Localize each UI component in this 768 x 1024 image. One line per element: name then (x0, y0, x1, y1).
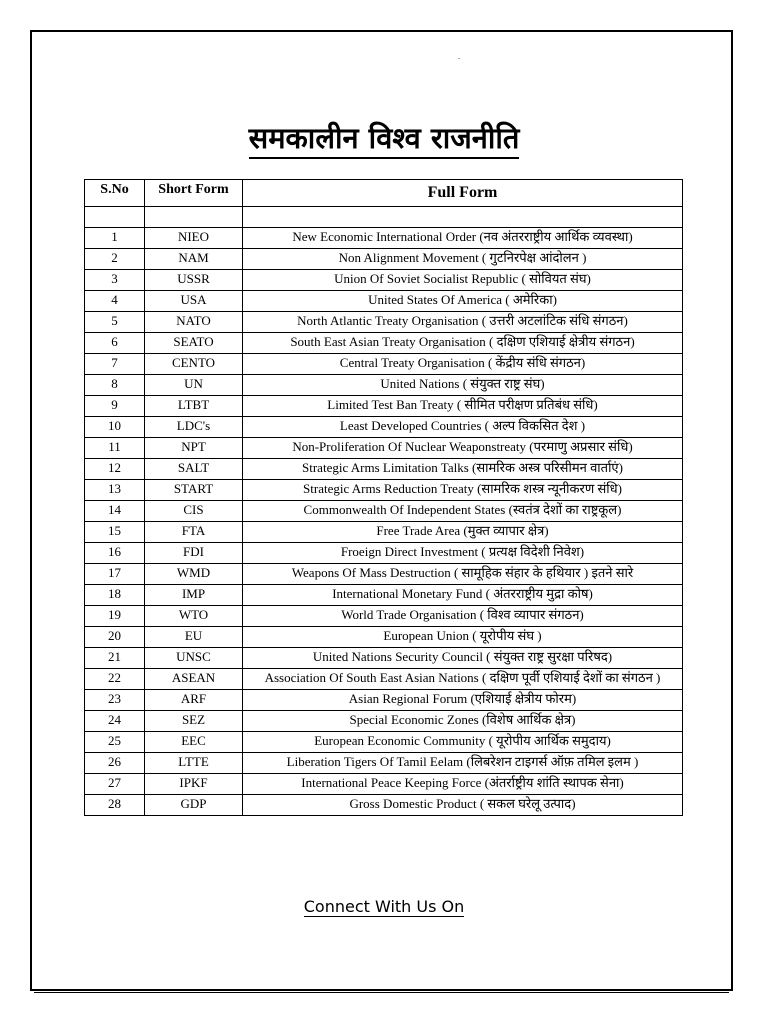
cell-short-form: ARF (145, 690, 243, 711)
cell-full-form: South East Asian Treaty Organisation ( दक्षिण एशियाई क्षेत्रीय संगठन) (243, 333, 683, 354)
cell-sno: 13 (85, 480, 145, 501)
cell-full-form: Limited Test Ban Treaty ( सीमित परीक्षण प्रतिबंध संधि) (243, 396, 683, 417)
page-title (0, 118, 768, 157)
table-row (85, 480, 683, 501)
table-row (85, 459, 683, 480)
cell-short-form: WMD (145, 564, 243, 585)
cell-short-form: FDI (145, 543, 243, 564)
cell-full-form: World Trade Organisation ( विश्व व्यापार संगठन) (243, 606, 683, 627)
cell-full-form: Free Trade Area (मुक्त व्यापार क्षेत्र) (243, 522, 683, 543)
cell-full-form: Froeign Direct Investment ( प्रत्यक्ष विदेशी निवेश) (243, 543, 683, 564)
cell-sno: 10 (85, 417, 145, 438)
table-row (85, 627, 683, 648)
header-sno: S.No (85, 180, 145, 207)
cell-short-form: NATO (145, 312, 243, 333)
cell-full-form: Special Economic Zones (विशेष आर्थिक क्षेत्र) (243, 711, 683, 732)
cell-sno: 14 (85, 501, 145, 522)
cell-full-form: United States Of America ( अमेरिका) (243, 291, 683, 312)
cell-short-form (145, 207, 243, 228)
cell-short-form: LDC's (145, 417, 243, 438)
table-row (85, 270, 683, 291)
cell-sno (85, 207, 145, 228)
table-row (85, 312, 683, 333)
cell-sno: 16 (85, 543, 145, 564)
cell-short-form: EU (145, 627, 243, 648)
table-row (85, 228, 683, 249)
cell-short-form: USA (145, 291, 243, 312)
cell-short-form: IMP (145, 585, 243, 606)
cell-full-form: International Peace Keeping Force (अंतर्राष्ट्रीय शांति स्थापक सेना) (243, 774, 683, 795)
cell-sno: 26 (85, 753, 145, 774)
cell-short-form: EEC (145, 732, 243, 753)
page-title-text: समकालीन विश्व राजनीति (249, 121, 520, 159)
cell-sno: 5 (85, 312, 145, 333)
cell-sno: 18 (85, 585, 145, 606)
cell-full-form: Central Treaty Organisation ( केंद्रीय संधि संगठन) (243, 354, 683, 375)
cell-sno: 7 (85, 354, 145, 375)
table-row (85, 585, 683, 606)
cell-sno: 25 (85, 732, 145, 753)
cell-short-form: NPT (145, 438, 243, 459)
cell-short-form: SEATO (145, 333, 243, 354)
cell-short-form: GDP (145, 795, 243, 816)
cell-short-form: CENTO (145, 354, 243, 375)
cell-sno: 22 (85, 669, 145, 690)
cell-sno: 27 (85, 774, 145, 795)
cell-full-form: Weapons Of Mass Destruction ( सामूहिक संहार के हथियार ) इतने सारे (243, 564, 683, 585)
cell-short-form: LTBT (145, 396, 243, 417)
cell-short-form: IPKF (145, 774, 243, 795)
table-row (85, 564, 683, 585)
table-row (85, 732, 683, 753)
cell-full-form: Strategic Arms Limitation Talks (सामरिक अस्त्र परिसीमन वार्ताएं) (243, 459, 683, 480)
cell-full-form: International Monetary Fund ( अंतरराष्ट्रीय मुद्रा कोष) (243, 585, 683, 606)
cell-short-form: UN (145, 375, 243, 396)
cell-full-form: Commonwealth Of Independent States (स्वतंत्र देशों का राष्ट्रकूल) (243, 501, 683, 522)
cell-sno: 3 (85, 270, 145, 291)
cell-full-form: North Atlantic Treaty Organisation ( उत्तरी अटलांटिक संधि संगठन) (243, 312, 683, 333)
cell-full-form: Liberation Tigers Of Tamil Eelam (लिबरेशन टाइगर्स ऑफ़ तमिल इलम ) (243, 753, 683, 774)
table-row (85, 375, 683, 396)
table-row (85, 606, 683, 627)
table-row (85, 396, 683, 417)
table-row (85, 207, 683, 228)
table-row (85, 774, 683, 795)
cell-full-form: Asian Regional Forum (एशियाई क्षेत्रीय फोरम) (243, 690, 683, 711)
cell-short-form: USSR (145, 270, 243, 291)
cell-full-form: United Nations Security Council ( संयुक्त राष्ट्र सुरक्षा परिषद) (243, 648, 683, 669)
cell-short-form: START (145, 480, 243, 501)
cell-full-form: European Economic Community ( यूरोपीय आर्थिक समुदाय) (243, 732, 683, 753)
cell-short-form: NAM (145, 249, 243, 270)
cell-sno: 8 (85, 375, 145, 396)
cell-full-form: Strategic Arms Reduction Treaty (सामरिक शस्त्र न्यूनीकरण संधि) (243, 480, 683, 501)
table-row (85, 690, 683, 711)
cell-short-form: CIS (145, 501, 243, 522)
table-row (85, 333, 683, 354)
cell-full-form: United Nations ( संयुक्त राष्ट्र संघ) (243, 375, 683, 396)
table-row (85, 669, 683, 690)
cell-short-form: LTTE (145, 753, 243, 774)
header-full-form: Full Form (243, 180, 683, 207)
cell-short-form: SALT (145, 459, 243, 480)
cell-sno: 1 (85, 228, 145, 249)
cell-full-form: Non Alignment Movement ( गुटनिरपेक्ष आंदोलन ) (243, 249, 683, 270)
cell-sno: 17 (85, 564, 145, 585)
cell-sno: 23 (85, 690, 145, 711)
cell-sno: 15 (85, 522, 145, 543)
table-row (85, 543, 683, 564)
cell-full-form: Least Developed Countries ( अल्प विकसित देश ) (243, 417, 683, 438)
cell-sno: 6 (85, 333, 145, 354)
cell-sno: 4 (85, 291, 145, 312)
connect-footer[interactable] (0, 897, 768, 916)
cell-full-form: Association Of South East Asian Nations ( दक्षिण पूर्वी एशियाई देशों का संगठन ) (243, 669, 683, 690)
table-row (85, 711, 683, 732)
table-row (85, 795, 683, 816)
table-row (85, 522, 683, 543)
cell-full-form (243, 207, 683, 228)
cell-short-form: ASEAN (145, 669, 243, 690)
cell-short-form: WTO (145, 606, 243, 627)
table-row (85, 291, 683, 312)
abbreviation-table (84, 179, 683, 816)
table-row (85, 648, 683, 669)
cell-short-form: NIEO (145, 228, 243, 249)
table-row (85, 249, 683, 270)
cell-sno: 9 (85, 396, 145, 417)
cell-sno: 20 (85, 627, 145, 648)
table-row (85, 354, 683, 375)
cell-sno: 2 (85, 249, 145, 270)
cell-full-form: New Economic International Order (नव अंतरराष्ट्रीय आर्थिक व्यवस्था) (243, 228, 683, 249)
cell-full-form: Gross Domestic Product ( सकल घरेलू उत्पाद) (243, 795, 683, 816)
cell-sno: 21 (85, 648, 145, 669)
speck (458, 58, 460, 59)
table-row (85, 417, 683, 438)
cell-short-form: FTA (145, 522, 243, 543)
table-row (85, 438, 683, 459)
header-short-form: Short Form (145, 180, 243, 207)
table-row (85, 753, 683, 774)
cell-short-form: UNSC (145, 648, 243, 669)
connect-text[interactable]: Connect With Us On (303, 897, 465, 916)
cell-full-form: Non-Proliferation Of Nuclear Weaponstreaty (परमाणु अप्रसार संधि) (243, 438, 683, 459)
cell-short-form: SEZ (145, 711, 243, 732)
cell-sno: 24 (85, 711, 145, 732)
cell-sno: 19 (85, 606, 145, 627)
table-row (85, 501, 683, 522)
table-body (85, 207, 683, 816)
cell-sno: 11 (85, 438, 145, 459)
table-header-row (85, 180, 683, 207)
cell-full-form: Union Of Soviet Socialist Republic ( सोवियत संघ) (243, 270, 683, 291)
cell-sno: 12 (85, 459, 145, 480)
cell-sno: 28 (85, 795, 145, 816)
cell-full-form: European Union ( यूरोपीय संघ ) (243, 627, 683, 648)
